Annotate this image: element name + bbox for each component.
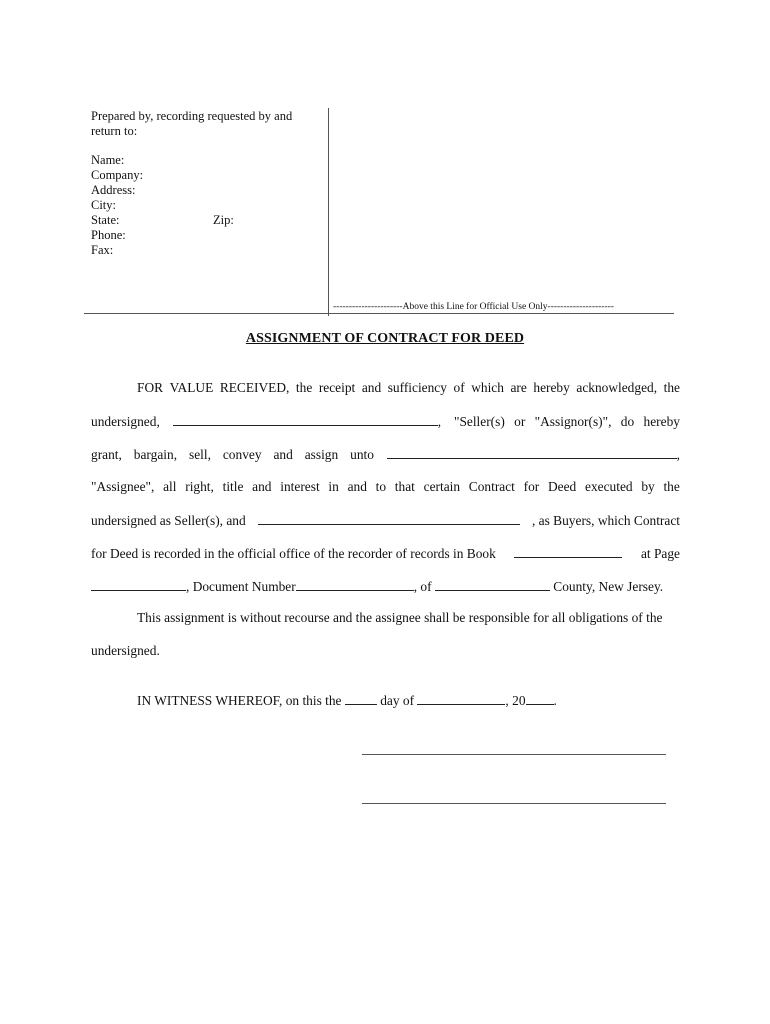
word: and [273,447,293,462]
word: acknowledged, [576,380,658,395]
para1-line4 [91,479,680,495]
official-use-notice: ----------------------Above this Line for Official Use Only--------------------- [333,302,614,312]
undersigned-seller-text: undersigned as Seller(s), and [91,513,246,528]
word: by [641,479,655,494]
buyer-name-blank[interactable] [258,512,520,525]
para1-line3 [91,446,680,463]
para1-line1 [137,380,680,396]
word: that [394,479,415,494]
comma: , [676,447,680,462]
word: executed [585,479,633,494]
county-blank[interactable] [435,578,550,591]
word: the [295,380,313,395]
word: of [453,380,465,395]
para1-line6-row [91,545,680,562]
word: Contract [468,479,515,494]
word: "Assignor(s)", [534,414,612,429]
word: and [252,479,272,494]
header-horizontal-divider [84,313,674,314]
header-vertical-divider [328,108,329,316]
word: or [514,414,526,429]
word: interest [280,479,320,494]
word: which [471,380,504,395]
word: and [361,380,382,395]
day-blank[interactable] [345,692,377,705]
word: to [375,479,387,494]
prepared-by-line-2: return to: [91,124,138,138]
assignee-name-blank[interactable] [387,446,677,459]
word: "Seller(s) [453,414,505,429]
para1-line6 [91,545,680,562]
para1-line7 [91,578,680,595]
seller-name-blank[interactable] [173,413,438,426]
year-prefix: , 20 [505,693,526,708]
para1-line2 [91,413,680,430]
book-blank[interactable] [514,545,622,558]
word: all [163,479,177,494]
para1-line4-words [91,479,680,495]
word: hereby [643,414,680,429]
word: receipt [318,380,356,395]
day-of-text: day of [380,693,415,708]
city-label: City: [91,198,117,212]
para1-line5 [91,512,680,529]
signature-line-2[interactable] [362,803,666,804]
word: for [523,479,540,494]
word: hereby [533,380,570,395]
at-page-text: at Page [640,546,680,561]
word: are [510,380,527,395]
name-label: Name: [91,153,125,167]
phone-label: Phone: [91,228,126,242]
year-blank[interactable] [526,692,554,705]
word: the [663,380,680,395]
word: convey [222,447,262,462]
buyers-text: , as Buyers, which Contract [531,513,680,528]
word: in [328,479,339,494]
word: assign [304,447,339,462]
word: VALUE [169,380,214,395]
word: "Assignee", [91,479,155,494]
word: title [222,479,244,494]
word: the [663,479,680,494]
page-blank[interactable] [91,578,186,591]
witness-line [137,692,726,709]
company-label: Company: [91,168,144,182]
assignee-blank-group [387,446,680,463]
seller-blank-group [173,413,441,430]
period: . [553,693,557,708]
word: sufficiency [387,380,447,395]
para2-line1: This assignment is without recourse and the assignee shall be responsible for all obligations of the [137,610,663,625]
state-label: State: [91,213,120,227]
word: certain [423,479,461,494]
recorded-text: for Deed is recorded in the official office of the recorder of records in Book [91,546,496,561]
word: FOR [137,380,164,395]
witness-text: IN WITNESS WHEREOF, on this the [137,693,342,708]
address-label: Address: [91,183,136,197]
undersigned-label: undersigned, [91,414,160,429]
document-number-text: , Document Number [186,579,296,594]
signature-line-1[interactable] [362,754,666,755]
word: and [347,479,367,494]
document-number-blank[interactable] [296,578,414,591]
word: sell, [188,447,211,462]
grant-terms [91,447,374,463]
para2-line2: undersigned. [91,643,160,658]
para1-line2-row [91,413,680,430]
document-title: ASSIGNMENT OF CONTRACT FOR DEED [245,331,525,346]
word: unto [350,447,374,462]
word: grant, [91,447,122,462]
month-blank[interactable] [417,692,505,705]
prepared-by-line-1: Prepared by, recording requested by and [91,109,293,123]
fax-label: Fax: [91,243,114,257]
seller-terms [454,414,680,430]
zip-label: Zip: [213,213,234,227]
of-text: , of [413,579,432,594]
county-state-text: County, New Jersey. [553,579,664,594]
word: right, [185,479,214,494]
word: bargain, [133,447,178,462]
comma: , [437,414,442,429]
word: RECEIVED, [219,380,290,395]
para1-line3-row [91,446,680,463]
para1-line1-words [137,380,680,396]
word: do [620,414,635,429]
word: Deed [548,479,577,494]
para1-line5-row [91,512,680,529]
